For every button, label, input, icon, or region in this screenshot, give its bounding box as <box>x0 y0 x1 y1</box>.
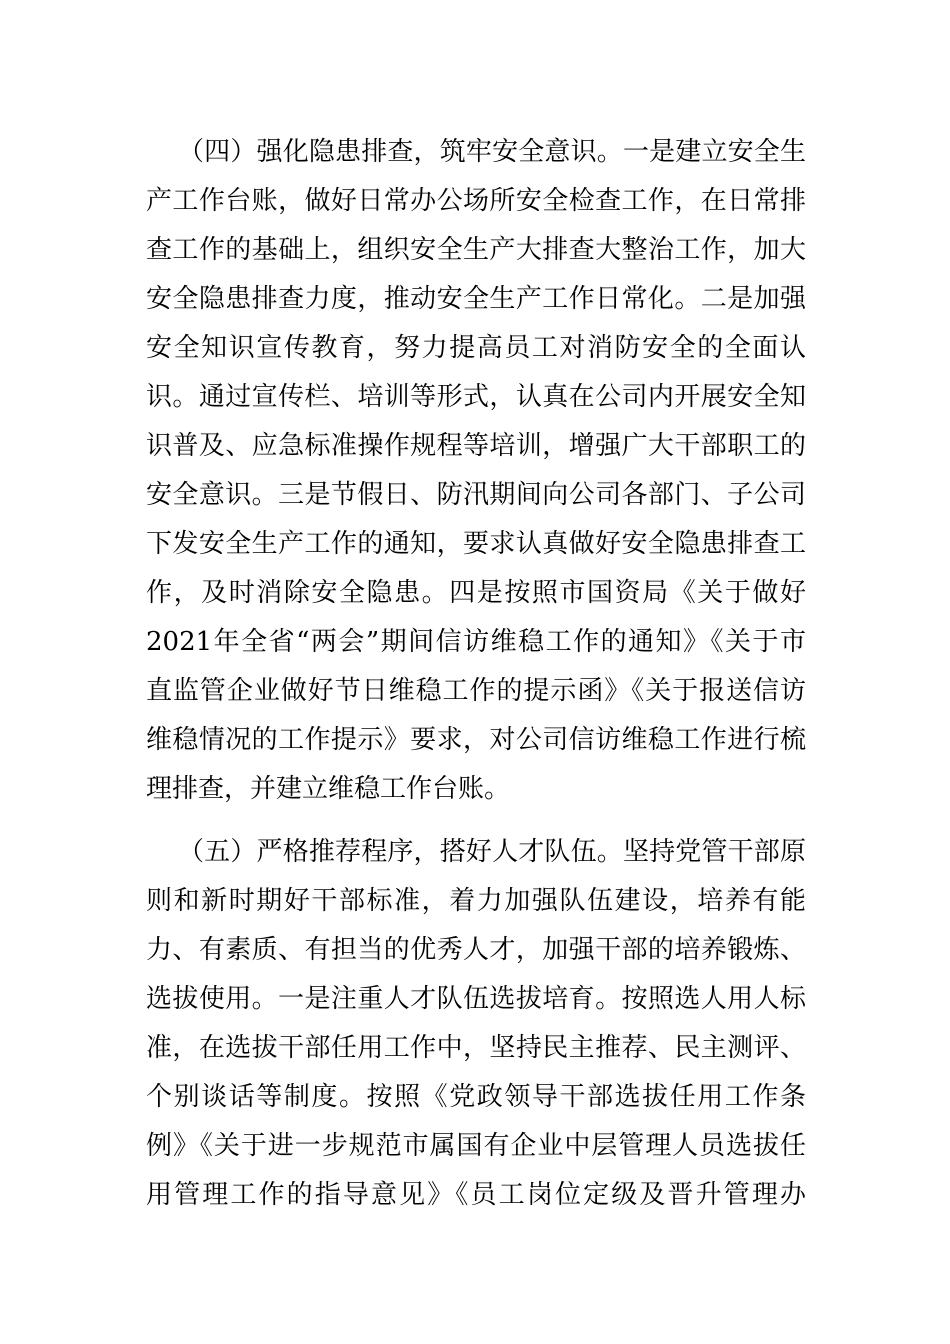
text-line: 识普及、应急标准操作规程等培训，增强广大干部职工的 <box>146 431 806 461</box>
text-line: 理排查，并建立维稳工作台账。 <box>146 774 511 804</box>
text-line: 安全知识宣传教育，努力提高员工对消防安全的全面认 <box>146 333 806 363</box>
text-line: 力、有素质、有担当的优秀人才，加强干部的培养锻炼、 <box>146 935 806 965</box>
text-line: 下发安全生产工作的通知，要求认真做好安全隐患排查工 <box>146 529 806 559</box>
text-line: 产工作台账，做好日常办公场所安全检查工作，在日常排 <box>146 186 806 216</box>
text-line: 准，在选拔干部任用工作中，坚持民主推荐、民主测评、 <box>146 1033 806 1063</box>
text-line: 则和新时期好干部标准，着力加强队伍建设，培养有能 <box>146 886 806 916</box>
text-line: 安全意识。三是节假日、防汛期间向公司各部门、子公司 <box>146 480 806 510</box>
text-line: 直监管企业做好节日维稳工作的提示函》《关于报送信访 <box>146 676 806 706</box>
text-line: （四）强化隐患排查，筑牢安全意识。一是建立安全生 <box>178 137 806 167</box>
text-line: 2021年全省“两会”期间信访维稳工作的通知》《关于市 <box>146 627 806 657</box>
text-line: （五）严格推荐程序，搭好人才队伍。坚持党管干部原 <box>178 837 806 867</box>
paragraph-5 <box>146 828 806 1220</box>
text-line: 用管理工作的指导意见》《员工岗位定级及晋升管理办 <box>146 1180 806 1210</box>
text-line: 作，及时消除安全隐患。四是按照市国资局《关于做好 <box>146 578 806 608</box>
text-line: 选拔使用。一是注重人才队伍选拔培育。按照选人用人标 <box>146 984 806 1014</box>
text-line: 安全隐患排查力度，推动安全生产工作日常化。二是加强 <box>146 284 806 314</box>
text-line: 维稳情况的工作提示》要求，对公司信访维稳工作进行梳 <box>146 725 806 755</box>
text-line: 例》《关于进一步规范市属国有企业中层管理人员选拔任 <box>146 1131 806 1161</box>
text-line: 查工作的基础上，组织安全生产大排查大整治工作，加大 <box>146 235 806 265</box>
text-line: 个别谈话等制度。按照《党政领导干部选拔任用工作条 <box>146 1082 806 1112</box>
paragraph-4 <box>146 128 806 814</box>
text-line: 识。通过宣传栏、培训等形式，认真在公司内开展安全知 <box>146 382 806 412</box>
